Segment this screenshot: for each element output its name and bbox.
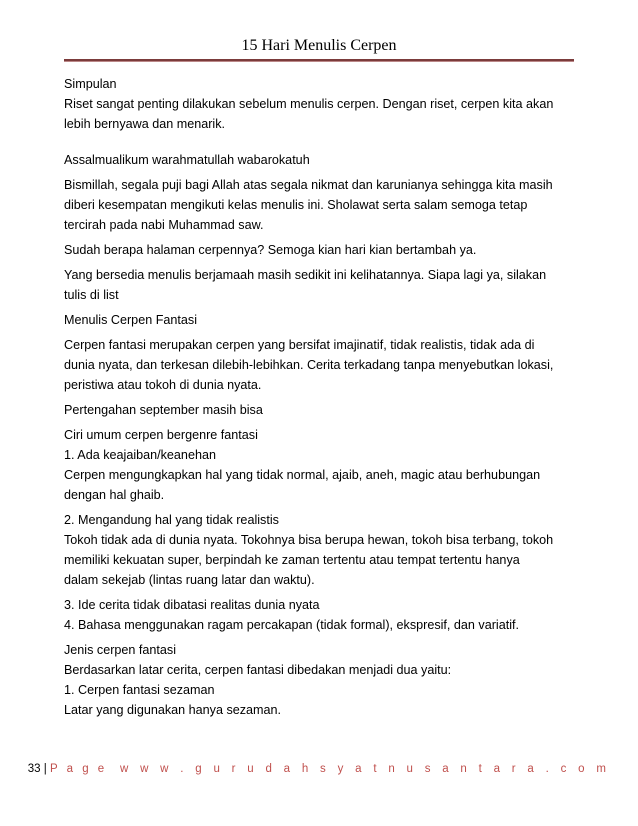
text-line: Latar yang digunakan hanya sezaman. <box>64 703 282 717</box>
text-line: Berdasarkan latar cerita, cerpen fantasi dibedakan menjadi dua yaitu: <box>64 663 452 677</box>
text-line: Bismillah, segala puji bagi Allah atas segala nikmat dan karunianya sehingga kita masih <box>64 178 553 192</box>
paragraph-characteristics <box>64 425 574 505</box>
text-line: Simpulan <box>64 77 117 91</box>
paragraph-question <box>64 240 574 260</box>
header-divider <box>64 59 574 62</box>
paragraph-greeting <box>64 150 574 170</box>
text-line: Jenis cerpen fantasi <box>64 643 177 657</box>
text-line: peristiwa atau tokoh di dunia nyata. <box>64 378 262 392</box>
text-line: 2. Mengandung hal yang tidak realistis <box>64 513 279 527</box>
text-line: Pertengahan september masih bisa <box>64 403 263 417</box>
body-text <box>64 74 574 725</box>
text-line: 1. Ada keajaiban/keanehan <box>64 448 216 462</box>
text-line: dengan hal ghaib. <box>64 488 165 502</box>
website-link[interactable]: w w w . g u r u d a h s y a t n u s a n t a r a . c o m <box>119 763 611 775</box>
text-line: lebih bernyawa dan menarik. <box>64 117 226 131</box>
paragraph-note <box>64 400 574 420</box>
text-line: 3. Ide cerita tidak dibatasi realitas dunia nyata <box>64 598 320 612</box>
paragraph-unrealistic <box>64 510 574 590</box>
page-header-title: 15 Hari Menulis Cerpen <box>241 37 397 54</box>
page-label: P a g e <box>49 763 108 775</box>
text-line: Yang bersedia menulis berjamaah masih sedikit ini kelihatannya. Siapa lagi ya, silakan <box>64 268 547 282</box>
paragraph-ideas-language <box>64 595 574 635</box>
paragraph-definition <box>64 335 574 395</box>
text-line: memiliki kekuatan super, berpindah ke zaman tertentu atau tempat tertentu hanya <box>64 553 520 567</box>
paragraph-types <box>64 640 574 720</box>
text-line: Riset sangat penting dilakukan sebelum menulis cerpen. Dengan riset, cerpen kita akan <box>64 97 554 111</box>
page-number: 33 <box>27 763 41 775</box>
footer-separator: | <box>43 763 47 775</box>
text-line: Cerpen mengungkapkan hal yang tidak normal, ajaib, aneh, magic atau berhubungan <box>64 468 541 482</box>
page-footer <box>0 761 638 777</box>
text-line: Sudah berapa halaman cerpennya? Semoga kian hari kian bertambah ya. <box>64 243 477 257</box>
text-line: Menulis Cerpen Fantasi <box>64 313 197 327</box>
text-line: 4. Bahasa menggunakan ragam percakapan (tidak formal), ekspresif, dan variatif. <box>64 618 520 632</box>
paragraph-simpulan <box>64 74 574 134</box>
text-line: dalam sekejab (lintas ruang latar dan waktu). <box>64 573 315 587</box>
text-line: 1. Cerpen fantasi sezaman <box>64 683 215 697</box>
text-line: dunia nyata, dan terkesan dilebih-lebihkan. Cerita terkadang tanpa menyebutkan lokasi, <box>64 358 554 372</box>
text-line: diberi kesempatan mengikuti kelas menulis ini. Sholawat serta salam semoga tetap <box>64 198 528 212</box>
text-line: Cerpen fantasi merupakan cerpen yang bersifat imajinatif, tidak realistis, tidak ada di <box>64 338 535 352</box>
text-line: Assalmualikum warahmatullah wabarokatuh <box>64 153 310 167</box>
text-line: Tokoh tidak ada di dunia nyata. Tokohnya bisa berupa hewan, tokoh bisa terbang, tokoh <box>64 533 554 547</box>
text-line: tulis di list <box>64 288 119 302</box>
paragraph-bismillah <box>64 175 574 235</box>
section-heading <box>64 310 574 330</box>
text-line: tercirah pada nabi Muhammad saw. <box>64 218 264 232</box>
paragraph-invitation <box>64 265 574 305</box>
text-line: Ciri umum cerpen bergenre fantasi <box>64 428 258 442</box>
